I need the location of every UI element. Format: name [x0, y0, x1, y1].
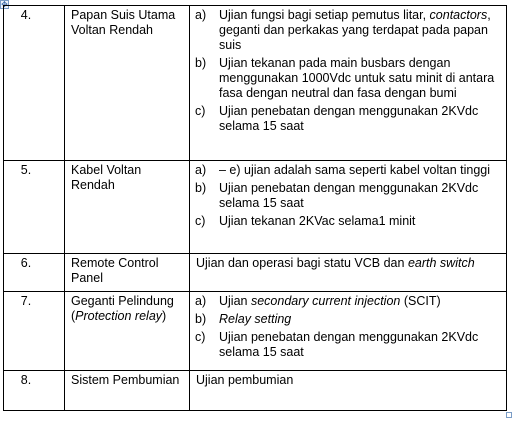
test-list-cell: [190, 161, 507, 254]
list-item: a) – e) ujian adalah sama seperti kabel voltan tinggi: [195, 163, 491, 177]
test-list: [195, 163, 502, 229]
table-row: [4, 254, 507, 292]
list-item-text: Ujian fungsi bagi setiap pemutus litar, contactors, geganti dan perkakas yang terdapat pada papan suis: [219, 8, 491, 52]
test-table: [3, 5, 507, 411]
row-number: 8.: [4, 371, 65, 411]
list-item: c) Ujian penebatan dengan menggunakan 2KVdc selama 15 saat: [195, 104, 479, 133]
list-item: b) Ujian tekanan pada main busbars dengan menggunakan 1000Vdc untuk satu minit di antara fasa dengan neutral dan fasa dengan bumi: [195, 56, 495, 100]
table-row: [4, 6, 507, 161]
item-name: Papan Suis Utama Voltan Rendah: [65, 6, 190, 161]
list-item-text: Ujian secondary current injection (SCIT): [219, 294, 441, 308]
list-item: c) Ujian penebatan dengan menggunakan 2KVdc selama 15 saat: [195, 330, 479, 359]
item-name: Sistem Pembumian: [65, 371, 190, 411]
list-item: a) Ujian fungsi bagi setiap pemutus litar, contactors, geganti dan perkakas yang terdapat pada papan suis: [195, 8, 502, 53]
table-row: [4, 371, 507, 411]
list-item: b) Relay setting: [195, 312, 292, 326]
table-row: [4, 161, 507, 254]
list-item: c) Ujian tekanan 2KVac selama1 minit: [195, 214, 416, 228]
row-number: 7.: [4, 292, 65, 371]
row-number: 4.: [4, 6, 65, 161]
test-list: [195, 8, 502, 134]
row-number: 5.: [4, 161, 65, 254]
test-list: [195, 294, 502, 360]
item-name: Remote Control Panel: [65, 254, 190, 292]
test-list-cell: [190, 6, 507, 161]
test-list-cell: [190, 292, 507, 371]
test-description: Ujian pembumian: [190, 371, 507, 411]
item-name: Geganti Pelindung (Protection relay): [65, 292, 190, 371]
table-row: [4, 292, 507, 371]
list-item: b) Ujian penebatan dengan menggunakan 2KVdc selama 15 saat: [195, 181, 479, 210]
table-move-handle[interactable]: ✥: [1, 0, 8, 9]
table-resize-handle[interactable]: [506, 412, 512, 418]
row-number: 6.: [4, 254, 65, 292]
list-item: a) Ujian secondary current injection (SCIT): [195, 294, 502, 309]
test-description: Ujian dan operasi bagi statu VCB dan earth switch: [190, 254, 507, 292]
item-name: Kabel Voltan Rendah: [65, 161, 190, 254]
